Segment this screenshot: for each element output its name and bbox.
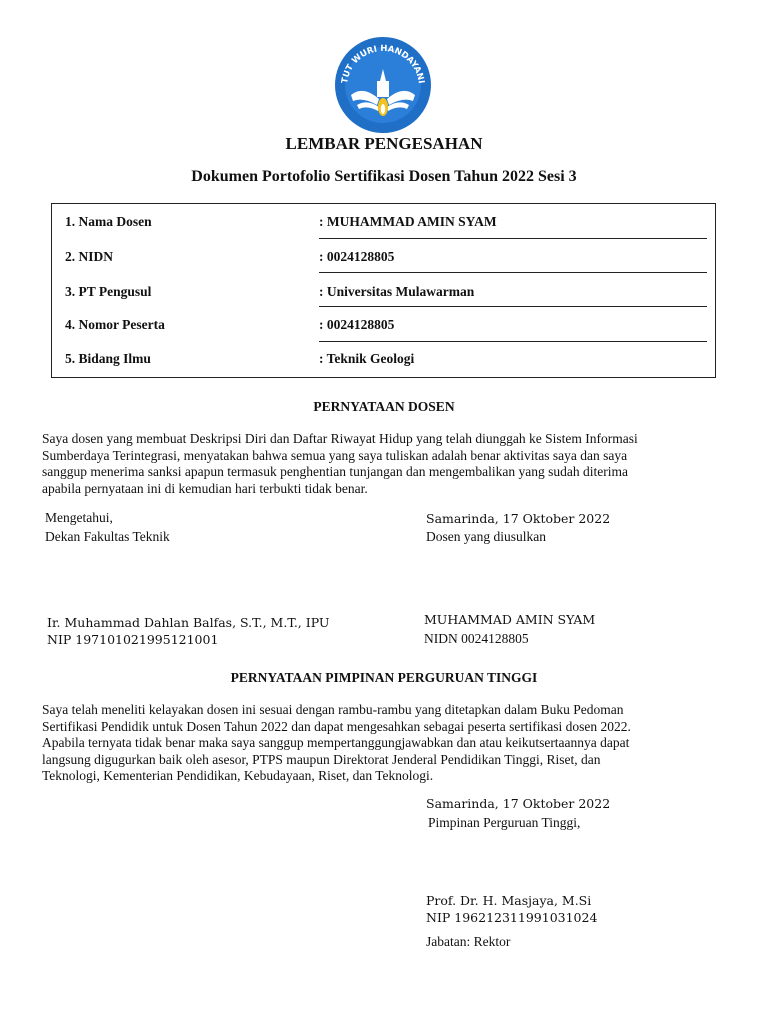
info-label: 2. NIDN: [65, 249, 114, 264]
page-subtitle: Dokumen Portofolio Sertifikasi Dosen Tahun 2022 Sesi 3: [191, 168, 577, 185]
lecturer-nidn: NIDN 0024128805: [424, 631, 529, 646]
rector-name: Prof. Dr. H. Masjaya, M.Si: [426, 893, 592, 908]
statement-line: Apabila ternyata tidak benar maka saya sanggup mempertanggungjawabkan dan atau keikutsertaannya dapat: [42, 735, 630, 751]
dean-name: Ir. Muhammad Dahlan Balfas, S.T., M.T., IPU: [47, 615, 330, 630]
info-row-nomor-peserta: [52, 317, 715, 337]
info-label: 3. PT Pengusul: [65, 284, 152, 299]
info-row-nama: [52, 214, 715, 234]
info-underline: [319, 238, 707, 239]
dean-title: Dekan Fakultas Teknik: [45, 529, 170, 544]
info-value: : Teknik Geologi: [319, 351, 415, 366]
statement-line: Teknologi, Kementerian Pendidikan, Kebudayaan, Riset, dan Teknologi.: [42, 768, 434, 784]
rector-position: Jabatan: Rektor: [426, 934, 511, 949]
info-label: 5. Bidang Ilmu: [65, 351, 151, 366]
info-value: : MUHAMMAD AMIN SYAM: [319, 214, 497, 229]
leader-statement-text: [42, 702, 730, 785]
info-row-pt-pengusul: [52, 284, 715, 304]
statement-line: apabila pernyataan ini di kemudian hari terbukti tidak benar.: [42, 480, 368, 496]
info-label: 4. Nomor Peserta: [65, 317, 165, 332]
info-underline: [319, 272, 707, 273]
info-underline: [319, 341, 707, 342]
logo-emblem-icon: [333, 35, 433, 135]
lecturer-role: Dosen yang diusulkan: [426, 529, 546, 544]
info-row-nidn: [52, 249, 715, 269]
rector-nip: NIP 196212311991031024: [426, 910, 598, 925]
statement-line: Sertifikasi Pendidik untuk Dosen Tahun 2022 dan dapat mengesahkan sebagai peserta sertifikasi dosen 2022.: [42, 718, 631, 734]
logo-motto: TUT WURI HANDAYANI: [340, 43, 426, 85]
dean-acknowledge: Mengetahui,: [45, 510, 113, 525]
rector-role: Pimpinan Perguruan Tinggi,: [428, 815, 581, 830]
lecturer-name: MUHAMMAD AMIN SYAM: [424, 612, 596, 627]
statement-line: Saya dosen yang membuat Deskripsi Diri dan Daftar Riwayat Hidup yang telah diunggah ke Sistem Informasi: [42, 431, 638, 446]
lecturer-info-box: [51, 203, 716, 378]
info-underline: [319, 306, 707, 307]
tut-wuri-handayani-logo: [333, 35, 433, 135]
leader-statement-heading: PERNYATAAN PIMPINAN PERGURUAN TINGGI: [230, 670, 538, 685]
statement-line: Sumberdaya Terintegrasi, menyatakan bahwa semua yang saya tuliskan adalah benar aktivitas saya dan saya: [42, 447, 628, 463]
dosen-statement-heading: PERNYATAAN DOSEN: [313, 399, 455, 414]
dean-nip: NIP 197101021995121001: [47, 632, 219, 647]
info-value: : 0024128805: [319, 317, 395, 332]
info-label: 1. Nama Dosen: [65, 214, 152, 229]
statement-line: Saya telah meneliti kelayakan dosen ini sesuai dengan rambu-rambu yang ditetapkan dalam Buku Pedoman: [42, 702, 624, 717]
lecturer-place-date: Samarinda, 17 Oktober 2022: [426, 511, 611, 526]
rector-place-date: Samarinda, 17 Oktober 2022: [426, 796, 611, 811]
info-value: : 0024128805: [319, 249, 395, 264]
statement-line: sanggup menerima sanksi apapun termasuk penghentian tunjangan dan mengembalikan yang sudah diterima: [42, 464, 628, 480]
dosen-statement-text: [42, 431, 730, 497]
page-title: LEMBAR PENGESAHAN: [285, 134, 483, 153]
statement-line: langsung digugurkan baik oleh asesor, PTPS maupun Direktorat Jenderal Pendidikan Tinggi, Riset, dan: [42, 751, 601, 767]
info-value: : Universitas Mulawarman: [319, 284, 475, 299]
info-row-bidang-ilmu: [52, 351, 715, 371]
